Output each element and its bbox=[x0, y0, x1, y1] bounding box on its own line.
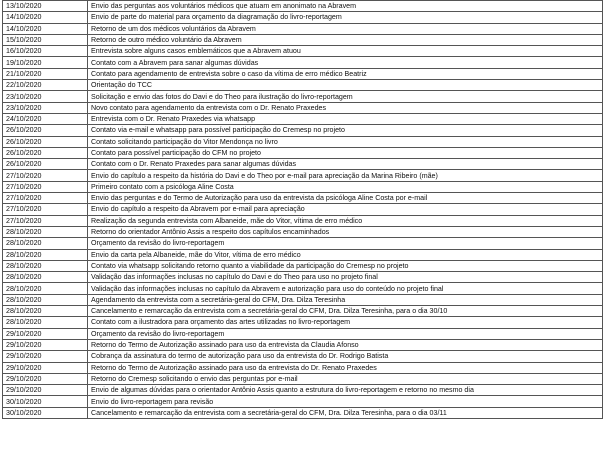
activity-cell: Retorno de um dos médicos voluntários da Abravem bbox=[88, 23, 603, 34]
activity-cell: Cancelamento e remarcação da entrevista com a secretária-geral do CFM, Dra. Dilza Teresinha, para o dia 03/11 bbox=[88, 407, 603, 418]
activity-cell: Contato com a Abravem para sanar algumas dúvidas bbox=[88, 57, 603, 68]
date-cell: 13/10/2020 bbox=[3, 1, 88, 12]
table-row bbox=[3, 226, 603, 237]
table-row bbox=[3, 385, 603, 396]
table-row bbox=[3, 125, 603, 136]
date-cell: 29/10/2020 bbox=[3, 385, 88, 396]
table-row bbox=[3, 396, 603, 407]
activity-log-body bbox=[3, 1, 603, 419]
activity-cell: Contato para agendamento de entrevista sobre o caso da vítima de erro médico Beatriz bbox=[88, 68, 603, 79]
activity-cell: Envio do capítulo a respeito da história do Davi e do Theo por e-mail para apreciação da Marina Ribeiro (mãe) bbox=[88, 170, 603, 181]
date-cell: 19/10/2020 bbox=[3, 57, 88, 68]
date-cell: 28/10/2020 bbox=[3, 238, 88, 249]
table-row bbox=[3, 215, 603, 226]
date-cell: 28/10/2020 bbox=[3, 272, 88, 283]
date-cell: 14/10/2020 bbox=[3, 12, 88, 23]
table-row bbox=[3, 102, 603, 113]
activity-cell: Contato com a ilustradora para orçamento das artes utilizadas no livro-reportagem bbox=[88, 317, 603, 328]
activity-cell: Envio de parte do material para orçamento da diagramação do livro-reportagem bbox=[88, 12, 603, 23]
table-row bbox=[3, 12, 603, 23]
date-cell: 26/10/2020 bbox=[3, 159, 88, 170]
activity-cell: Primeiro contato com a psicóloga Aline Costa bbox=[88, 181, 603, 192]
table-row bbox=[3, 328, 603, 339]
table-row bbox=[3, 68, 603, 79]
table-row bbox=[3, 80, 603, 91]
activity-cell: Retorno do orientador Antônio Assis a respeito dos capítulos encaminhados bbox=[88, 226, 603, 237]
activity-cell: Novo contato para agendamento da entrevista com o Dr. Renato Praxedes bbox=[88, 102, 603, 113]
table-row bbox=[3, 362, 603, 373]
date-cell: 29/10/2020 bbox=[3, 351, 88, 362]
activity-cell: Solicitação e envio das fotos do Davi e do Theo para ilustração do livro-reportagem bbox=[88, 91, 603, 102]
table-row bbox=[3, 306, 603, 317]
activity-cell: Entrevista com o Dr. Renato Praxedes via whatsapp bbox=[88, 113, 603, 124]
table-row bbox=[3, 1, 603, 12]
date-cell: 30/10/2020 bbox=[3, 407, 88, 418]
activity-cell: Orçamento da revisão do livro-reportagem bbox=[88, 238, 603, 249]
activity-cell: Envio das perguntas e do Termo de Autorização para uso da entrevista da psicóloga Aline Costa por e-mail bbox=[88, 193, 603, 204]
table-row bbox=[3, 373, 603, 384]
table-row bbox=[3, 317, 603, 328]
activity-cell: Envio das perguntas aos voluntários médicos que atuam em anonimato na Abravem bbox=[88, 1, 603, 12]
table-row bbox=[3, 249, 603, 260]
date-cell: 30/10/2020 bbox=[3, 396, 88, 407]
date-cell: 29/10/2020 bbox=[3, 328, 88, 339]
date-cell: 15/10/2020 bbox=[3, 34, 88, 45]
activity-cell: Envio da carta pela Albaneide, mãe do Vitor, vítima de erro médico bbox=[88, 249, 603, 260]
table-row bbox=[3, 238, 603, 249]
table-row bbox=[3, 272, 603, 283]
date-cell: 28/10/2020 bbox=[3, 317, 88, 328]
activity-cell: Envio do capítulo a respeito da Abravem por e-mail para apreciação bbox=[88, 204, 603, 215]
activity-cell: Contato via whatsapp solicitando retorno quanto a viabilidade da participação do Cremesp no projeto bbox=[88, 260, 603, 271]
table-row bbox=[3, 91, 603, 102]
table-row bbox=[3, 181, 603, 192]
date-cell: 27/10/2020 bbox=[3, 181, 88, 192]
table-row bbox=[3, 204, 603, 215]
date-cell: 26/10/2020 bbox=[3, 147, 88, 158]
table-row bbox=[3, 283, 603, 294]
activity-cell: Retorno de outro médico voluntário da Abravem bbox=[88, 34, 603, 45]
activity-cell: Orçamento da revisão do livro-reportagem bbox=[88, 328, 603, 339]
date-cell: 28/10/2020 bbox=[3, 260, 88, 271]
table-row bbox=[3, 351, 603, 362]
date-cell: 23/10/2020 bbox=[3, 91, 88, 102]
date-cell: 14/10/2020 bbox=[3, 23, 88, 34]
table-row bbox=[3, 407, 603, 418]
table-row bbox=[3, 294, 603, 305]
date-cell: 28/10/2020 bbox=[3, 306, 88, 317]
activity-log-table bbox=[2, 0, 603, 419]
date-cell: 16/10/2020 bbox=[3, 46, 88, 57]
activity-cell: Orientação do TCC bbox=[88, 80, 603, 91]
date-cell: 28/10/2020 bbox=[3, 294, 88, 305]
activity-cell: Retorno do Termo de Autorização assinado para uso da entrevista do Dr. Renato Praxedes bbox=[88, 362, 603, 373]
activity-cell: Envio de algumas dúvidas para o orientador Antônio Assis quanto a estrutura do livro-reportagem e retorno no mesmo dia bbox=[88, 385, 603, 396]
table-row bbox=[3, 113, 603, 124]
table-row bbox=[3, 159, 603, 170]
date-cell: 27/10/2020 bbox=[3, 215, 88, 226]
activity-cell: Contato solicitando participação do Vitor Mendonça no livro bbox=[88, 136, 603, 147]
table-row bbox=[3, 170, 603, 181]
activity-cell: Validação das informações inclusas no capítulo do Davi e do Theo para uso no projeto final bbox=[88, 272, 603, 283]
date-cell: 23/10/2020 bbox=[3, 102, 88, 113]
activity-cell: Agendamento da entrevista com a secretária-geral do CFM, Dra. Dilza Teresinha bbox=[88, 294, 603, 305]
table-row bbox=[3, 147, 603, 158]
date-cell: 26/10/2020 bbox=[3, 125, 88, 136]
table-row bbox=[3, 46, 603, 57]
activity-cell: Cobrança da assinatura do termo de autorização para uso da entrevista do Dr. Rodrigo Batista bbox=[88, 351, 603, 362]
activity-cell: Retorno do Cremesp solicitando o envio das perguntas por e-mail bbox=[88, 373, 603, 384]
table-row bbox=[3, 260, 603, 271]
activity-cell: Validação das informações inclusas no capítulo da Abravem e autorização para uso do conteúdo no projeto final bbox=[88, 283, 603, 294]
table-row bbox=[3, 339, 603, 350]
activity-cell: Realização da segunda entrevista com Albaneide, mãe do Vitor, vítima de erro médico bbox=[88, 215, 603, 226]
date-cell: 29/10/2020 bbox=[3, 362, 88, 373]
activity-cell: Envio do livro-reportagem para revisão bbox=[88, 396, 603, 407]
activity-cell: Entrevista sobre alguns casos emblemáticos que a Abravem atuou bbox=[88, 46, 603, 57]
date-cell: 22/10/2020 bbox=[3, 80, 88, 91]
date-cell: 29/10/2020 bbox=[3, 373, 88, 384]
activity-cell: Contato via e-mail e whatsapp para possível participação do Cremesp no projeto bbox=[88, 125, 603, 136]
activity-cell: Cancelamento e remarcação da entrevista com a secretária-geral do CFM, Dra. Dilza Teresinha, para o dia 30/10 bbox=[88, 306, 603, 317]
date-cell: 28/10/2020 bbox=[3, 283, 88, 294]
table-row bbox=[3, 57, 603, 68]
table-row bbox=[3, 34, 603, 45]
activity-cell: Contato com o Dr. Renato Praxedes para sanar algumas dúvidas bbox=[88, 159, 603, 170]
date-cell: 24/10/2020 bbox=[3, 113, 88, 124]
date-cell: 29/10/2020 bbox=[3, 339, 88, 350]
date-cell: 28/10/2020 bbox=[3, 249, 88, 260]
date-cell: 27/10/2020 bbox=[3, 170, 88, 181]
table-row bbox=[3, 136, 603, 147]
date-cell: 21/10/2020 bbox=[3, 68, 88, 79]
activity-cell: Contato para possível participação do CFM no projeto bbox=[88, 147, 603, 158]
table-row bbox=[3, 193, 603, 204]
table-row bbox=[3, 23, 603, 34]
activity-cell: Retorno do Termo de Autorização assinado para uso da entrevista da Claudia Afonso bbox=[88, 339, 603, 350]
date-cell: 27/10/2020 bbox=[3, 204, 88, 215]
date-cell: 28/10/2020 bbox=[3, 226, 88, 237]
date-cell: 27/10/2020 bbox=[3, 193, 88, 204]
date-cell: 26/10/2020 bbox=[3, 136, 88, 147]
